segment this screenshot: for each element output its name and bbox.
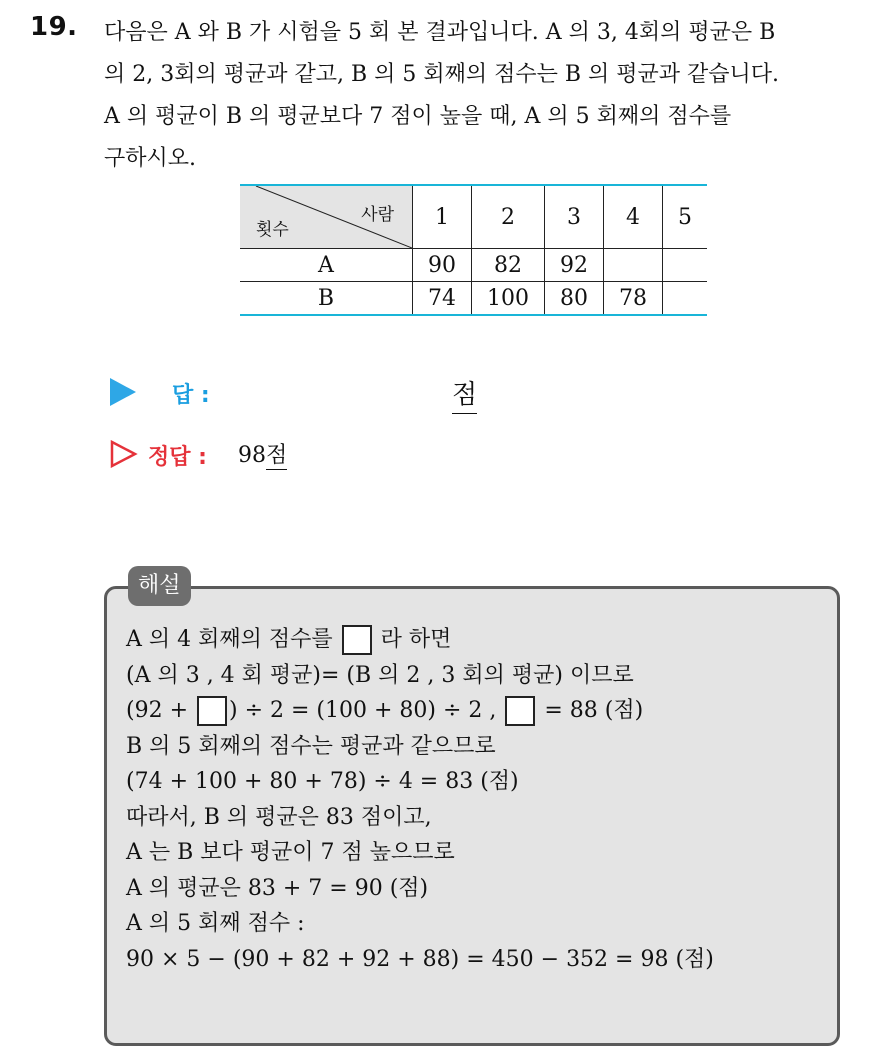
blank-box-icon [197,696,227,726]
table-cell: 82 [472,249,545,282]
row-label: A [240,249,413,282]
question-line: 다음은 A 와 B 가 시험을 5 회 본 결과입니다. A 의 3, 4회의 평균은 B [104,20,776,45]
question-line: 구하시오. [104,146,197,171]
column-header: 2 [472,185,545,249]
column-header: 5 [663,185,708,249]
correct-value [238,438,287,469]
row-label: B [240,282,413,316]
explanation-line: (74 + 100 + 80 + 78) ÷ 4 = 83 (점) [126,769,519,794]
question-line: 의 2, 3회의 평균과 같고, B 의 5 회째의 점수는 B 의 평균과 같습니다. [104,62,780,87]
column-header: 4 [604,185,663,249]
answer-input[interactable] [452,374,477,414]
blank-box-icon [342,625,372,655]
explanation-line-text: ) ÷ 2 = (100 + 80) ÷ 2 , [229,698,504,723]
explanation-line: (A 의 3 , 4 회 평균)= (B 의 2 , 3 회의 평균) 이므로 [126,662,634,688]
table-corner-cell [240,185,413,249]
play-icon [110,378,136,406]
explanation-text [126,622,714,977]
table-cell: 80 [545,282,604,316]
explanation-line [126,693,714,729]
table-cell: 78 [604,282,663,316]
explanation-line-text: = 88 (점) [537,698,644,723]
explanation-line: B 의 5 회째의 점수는 평균과 같으므로 [126,733,496,759]
correct-number: 98 [238,443,266,468]
column-header: 1 [413,185,472,249]
table-cell: 100 [472,282,545,316]
answer-label: 답 : [172,383,210,408]
table-cell [663,249,708,282]
explanation-tag: 해설 [128,566,191,606]
column-header: 3 [545,185,604,249]
question-line: A 의 평균이 B 의 평균보다 7 점이 높을 때, A 의 5 회째의 점수를 [104,104,732,129]
explanation-line-text: (92 + [126,698,195,723]
corner-label-count: 횟수 [256,220,289,240]
table-cell: 74 [413,282,472,316]
explanation-line: A 는 B 보다 평균이 7 점 높으므로 [126,840,455,865]
corner-label-person: 사람 [361,205,394,225]
explanation-line: 따라서, B 의 평균은 83 점이고, [126,804,432,830]
score-table [240,184,707,316]
question-number: 19. [30,12,78,42]
explanation-line [126,622,714,658]
explanation-line: A 의 평균은 83 + 7 = 90 (점) [126,875,429,901]
table-cell: 90 [413,249,472,282]
correct-unit: 점 [266,443,288,468]
blank-box-icon [505,696,535,726]
explanation-line: A 의 5 회째 점수 : [126,911,305,936]
explanation-line-text: 라 하면 [373,627,452,652]
table-cell [663,282,708,316]
table-cell [604,249,663,282]
explanation-line-text: A 의 4 회째의 점수를 [126,627,340,652]
table-cell: 92 [545,249,604,282]
answer-unit: 점 [452,380,478,410]
table-row [240,282,707,316]
correct-label: 정답 : [148,445,207,470]
table-header-row [240,185,707,249]
question-text [104,12,864,180]
outline-play-icon [110,440,138,468]
table-row [240,249,707,282]
explanation-line: 90 × 5 − (90 + 82 + 92 + 88) = 450 − 352 = 98 (점) [126,946,714,972]
